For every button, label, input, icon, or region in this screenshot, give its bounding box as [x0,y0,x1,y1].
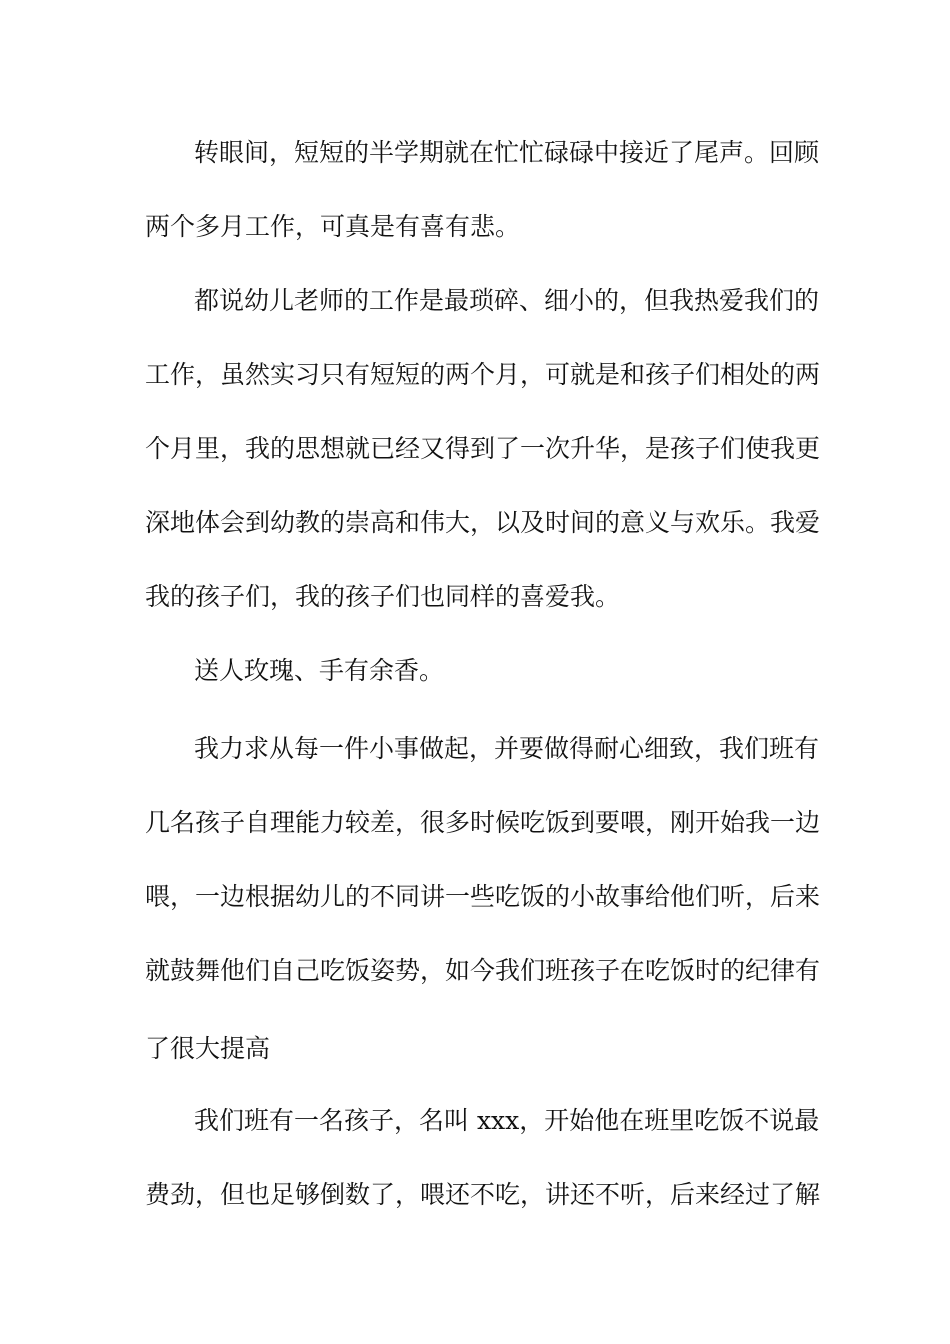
paragraph-4-line-2: 几名孩子自理能力较差，很多时候吃饭到要喂，刚开始我一边 [145,808,821,837]
paragraph-2-line-5: 我的孩子们，我的孩子们也同样的喜爱我。 [145,582,621,611]
paragraph-4-line-3: 喂，一边根据幼儿的不同讲一些吃饭的小故事给他们听，后来 [145,882,821,911]
paragraph-4-line-1: 我力求从每一件小事做起，并要做得耐心细致，我们班有 [194,734,820,763]
paragraph-3-line-1: 送人玫瑰、手有余香。 [194,656,445,685]
paragraph-2-line-2: 工作，虽然实习只有短短的两个月，可就是和孩子们相处的两 [145,360,821,389]
paragraph-2-line-1: 都说幼儿老师的工作是最琐碎、细小的，但我热爱我们的 [194,286,820,315]
paragraph-2-line-4: 深地体会到幼教的崇高和伟大，以及时间的意义与欢乐。我爱 [145,508,821,537]
paragraph-5-line-1: 我们班有一名孩子，名叫 xxx，开始他在班里吃饭不说最 [194,1106,820,1135]
paragraph-2-line-3: 个月里，我的思想就已经又得到了一次升华，是孩子们使我更 [145,434,821,463]
paragraph-1-line-2: 两个多月工作，可真是有喜有悲。 [145,212,521,241]
paragraph-1-line-1: 转眼间，短短的半学期就在忙忙碌碌中接近了尾声。回顾 [194,138,820,167]
paragraph-4-line-5: 了很大提高 [145,1034,271,1063]
paragraph-5-line-2: 费劲，但也足够倒数了，喂还不吃，讲还不听，后来经过了解 [145,1180,821,1209]
paragraph-4-line-4: 就鼓舞他们自己吃饭姿势，如今我们班孩子在吃饭时的纪律有 [145,956,821,985]
